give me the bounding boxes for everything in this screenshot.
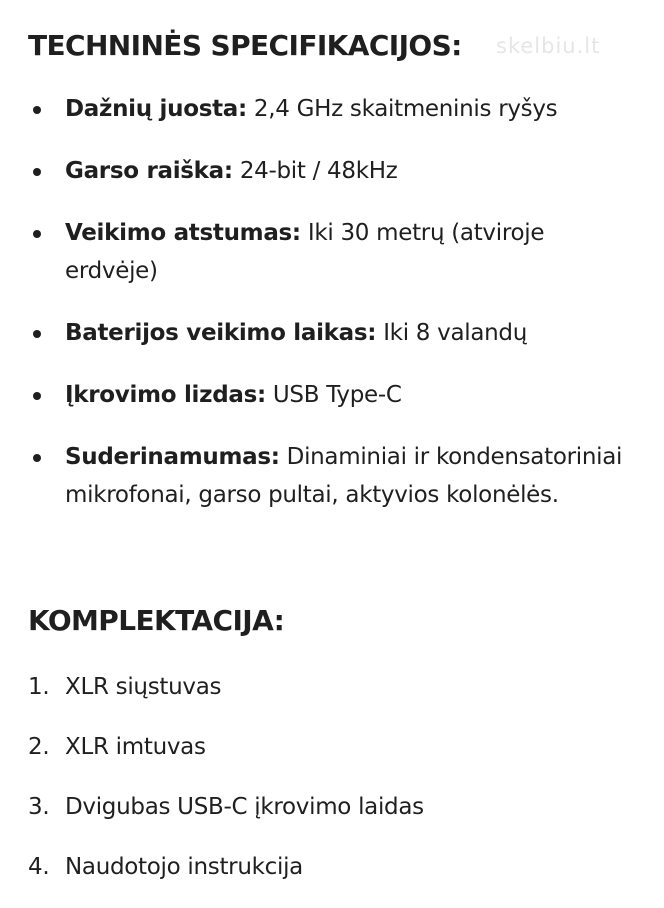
spec-item-compatibility [0,438,640,514]
specifications-heading: TECHNINĖS SPECIFIKACIJOS: [28,29,462,62]
package-item-number: 4. [28,854,50,880]
spec-label: Garso raiška: [65,158,233,184]
package-item-number: 2. [28,734,50,760]
bullet-icon [33,454,41,462]
package-heading: KOMPLEKTACIJA: [28,604,285,637]
package-item [0,728,640,766]
watermark-logo: skelbiu.lt [496,34,601,58]
package-item-text: Naudotojo instrukcija [65,854,303,880]
package-item-text: Dvigubas USB-C įkrovimo laidas [65,794,424,820]
spec-item-frequency-band [0,90,640,128]
spec-value: 24-bit / 48kHz [239,158,398,184]
package-list [0,668,640,908]
spec-item-battery-life [0,314,640,352]
package-item-text: XLR imtuvas [65,734,206,760]
bullet-icon [33,330,41,338]
spec-value: Iki 30 metrų (atviroje erdvėje) [65,220,545,284]
spec-value: USB Type-C [272,382,402,408]
spec-label: Suderinamumas: [65,444,280,470]
bullet-icon [33,168,41,176]
spec-item-range [0,214,640,290]
package-item-number: 1. [28,674,50,700]
package-item [0,848,640,886]
spec-value: 2,4 GHz skaitmeninis ryšys [253,96,558,122]
spec-item-charging-port [0,376,640,414]
spec-value: Dinaminiai ir kondensatoriniai mikrofonai, garso pultai, aktyvios kolonėlės. [65,444,623,508]
spec-label: Dažnių juosta: [65,96,247,122]
bullet-icon [33,230,41,238]
spec-label: Veikimo atstumas: [65,220,301,246]
spec-label: Baterijos veikimo laikas: [65,320,377,346]
package-item [0,668,640,706]
spec-label: Įkrovimo lizdas: [65,382,266,408]
package-item-text: XLR siųstuvas [65,674,222,700]
package-item-number: 3. [28,794,50,820]
bullet-icon [33,392,41,400]
bullet-icon [33,106,41,114]
spec-value: Iki 8 valandų [383,320,527,346]
package-item [0,788,640,826]
specifications-list [0,90,640,538]
spec-item-audio-resolution [0,152,640,190]
